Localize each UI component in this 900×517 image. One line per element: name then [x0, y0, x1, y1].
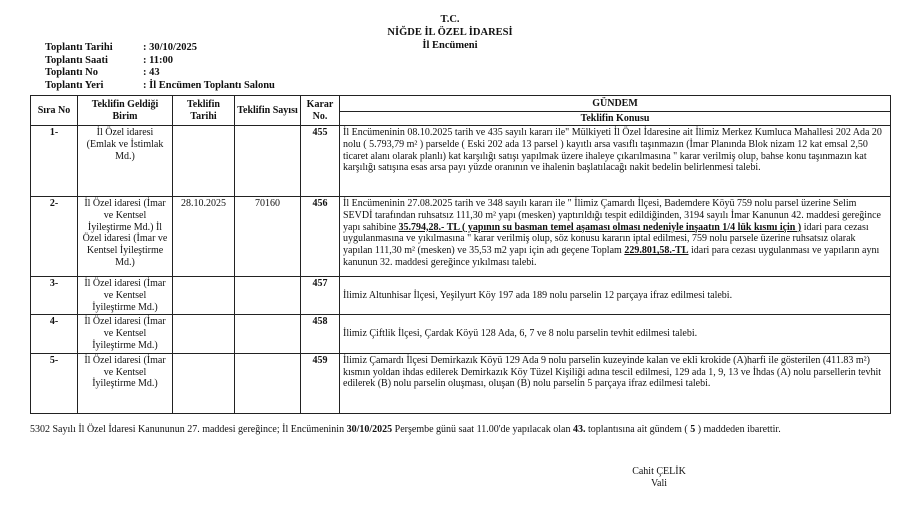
row-no: 3- [31, 277, 78, 315]
row-tarih [173, 353, 235, 413]
meeting-label: Toplantı No [45, 67, 99, 78]
row-konu: İlimiz Altunhisar İlçesi, Yeşilyurt Köy 197 ada 189 nolu parselin 12 parçaya ifraz edilmesi talebi. [340, 277, 891, 315]
row-tarih [173, 277, 235, 315]
row-birim: İl Özel idaresi (İmar ve Kentsel İyileştirme Md.) [78, 277, 173, 315]
row-sayi [235, 315, 301, 353]
col-sira-no: Sıra No [31, 96, 78, 126]
gundem-title: GÜNDEM [340, 96, 891, 112]
row-no: 5- [31, 353, 78, 413]
meeting-place [45, 80, 275, 93]
meeting-value: : 43 [143, 67, 160, 78]
agenda-table [30, 95, 891, 414]
footer-item-count: 5 [690, 424, 696, 435]
header-unit: İl Encümeni [422, 40, 478, 51]
col-sayi: Teklifin Sayısı [235, 96, 301, 126]
row-konu: İl Encümeninin 08.10.2025 tarih ve 435 sayılı kararı ile" Mülkiyeti İl Özel İdaresine ait İlimiz Merkez Kumluca Mahallesi 202 Ada 20 nolu ( 5.793,79 m² ) parselde ( Eski 202 ada 13 parsel ) kayıtlı arsa vasıflı taşınmazın (İmar Planında Blok nizam 12 kat emsal 2,50 ticaret alanı olarak planlı) kat karşılığı satışı yapılmak üzere ihaleye çıkarılmasına " karar verilmiş olup, bahse konu taşınmazın kat karşılığı satışına esas arsa payı yüzde oranının ve ihalenin başlatılacağı nakit bedelin belirlenmesi talebi. [340, 126, 891, 197]
table-header-row [31, 96, 891, 112]
table-row [31, 315, 891, 353]
row-sayi [235, 353, 301, 413]
col-tarih: Teklifin Tarihi [173, 96, 235, 126]
row-konu: İlimiz Çiftlik İlçesi, Çardak Köyü 128 Ada, 6, 7 ve 8 nolu parselin tevhit edilmesi talebi. [340, 315, 891, 353]
row-no: 1- [31, 126, 78, 197]
table-row [31, 353, 891, 413]
agenda-footer-note: 5302 Sayılı İl Özel İdaresi Kanununun 27. maddesi gereğince; İl Encümeninin 30/10/2025 Perşembe günü saat 11.00'de yapılacak olan 43. toplantısına ait gündem ( 5 ) maddeden ibarettir. [30, 424, 781, 435]
row-sayi [235, 126, 301, 197]
header-country: T.C. [440, 14, 460, 25]
row-no: 2- [31, 197, 78, 277]
row-konu: İl Encümeninin 27.08.2025 tarih ve 348 sayılı kararı ile " İlimiz Çamardı İlçesi, Bademdere Köyü 759 nolu parsel üzerine Selim SEVDİ tarafından ruhsatsız 111,30 m² yapı (mesken) yaptırıldığı tespit edildiğinden, 3194 sayılı İmar Kanunun 42. maddesi gereğince yapı sahibine 35.794,28.- TL ( yapının su basman temel aşaması olması nedeniyle inşaatın 1/4 lük kısmı için ) idari para cezası uygulanmasına ve yıkılmasına " karar verilmiş olup, söz konusu kararın iptal edilmesi, 759 nolu parsele üzerine ruhsatsız olarak yapılan 111,30 m² (mesken) ve 35,53 m2 yapı için adı geçene Toplam 229.801,58.-TL idari para cezası uygulanması ve yapıların aynı kanunun 32. maddesi gereğince yıkılması talebi. [340, 197, 891, 277]
signature-block [624, 466, 694, 490]
meeting-value: : 11:00 [143, 54, 174, 66]
meeting-label: Toplantı Tarihi [45, 42, 113, 53]
col-konu: Teklifin Konusu [340, 112, 891, 126]
meeting-label: Toplantı Yeri [45, 79, 104, 91]
row-karar-no: 458 [301, 315, 340, 353]
col-karar-no: Karar No. [301, 96, 340, 126]
row-karar-no: 455 [301, 126, 340, 197]
meeting-info [45, 42, 275, 92]
header-institution: NİĞDE İL ÖZEL İDARESİ [387, 27, 513, 38]
row-sayi: 70160 [235, 197, 301, 277]
row-birim: İl Özel idaresi (Emlak ve İstimlak Md.) [78, 126, 173, 197]
row-tarih: 28.10.2025 [173, 197, 235, 277]
row-konu: İlimiz Çamardı İlçesi Demirkazık Köyü 129 Ada 9 nolu parselin kuzeyinde kalan ve ekli krokide (A)harfi ile gösterilen (411.83 m²) kısmın yoldan ihdas edilerek Demirkazık Köy Tüzel Kişiliği adına tescil edilmesi, 129 ada 1, 9, 13 ve İhdas (A) nolu parsellerin tevhit edilerek (B) nolu parselin oluşması, oluşan (B) nolu parselin 5 parçaya ifraz edilmesi talebi. [340, 353, 891, 413]
col-birim: Teklifin Geldiği Birim [78, 96, 173, 126]
row-karar-no: 457 [301, 277, 340, 315]
penalty-amount-2: 229.801,58.-TL [624, 245, 689, 257]
meeting-value: : 30/10/2025 [143, 42, 197, 53]
row-tarih [173, 126, 235, 197]
meeting-date [45, 42, 275, 55]
row-karar-no: 456 [301, 197, 340, 277]
table-row [31, 126, 891, 197]
row-tarih [173, 315, 235, 353]
footer-date: 30/10/2025 [346, 424, 393, 435]
penalty-amount-1: 35.794,28.- TL ( yapının su basman temel aşaması olması nedeniyle inşaatın 1/4 lük kısmı için ) [398, 221, 802, 233]
meeting-time [45, 55, 275, 68]
meeting-label: Toplantı Saati [45, 54, 108, 66]
table-row [31, 197, 891, 277]
table-row [31, 277, 891, 315]
signatory-title: Vali [650, 478, 668, 489]
row-no: 4- [31, 315, 78, 353]
row-birim: İl Özel idaresi (İmar ve Kentsel İyileştirme Md.) [78, 315, 173, 353]
row-birim: İl Özel idaresi (İmar ve Kentsel İyileştirme Md.) İl Özel idaresi (İmar ve Kentsel İyileştirme Md.) [78, 197, 173, 277]
meeting-number [45, 67, 275, 80]
row-birim: İl Özel idaresi (İmar ve Kentsel İyileştirme Md.) [78, 353, 173, 413]
row-sayi [235, 277, 301, 315]
signatory-name: Cahit ÇELİK [632, 466, 686, 477]
row-karar-no: 459 [301, 353, 340, 413]
footer-meeting-no: 43. [572, 424, 586, 435]
meeting-value: : İl Encümen Toplantı Salonu [143, 79, 275, 91]
